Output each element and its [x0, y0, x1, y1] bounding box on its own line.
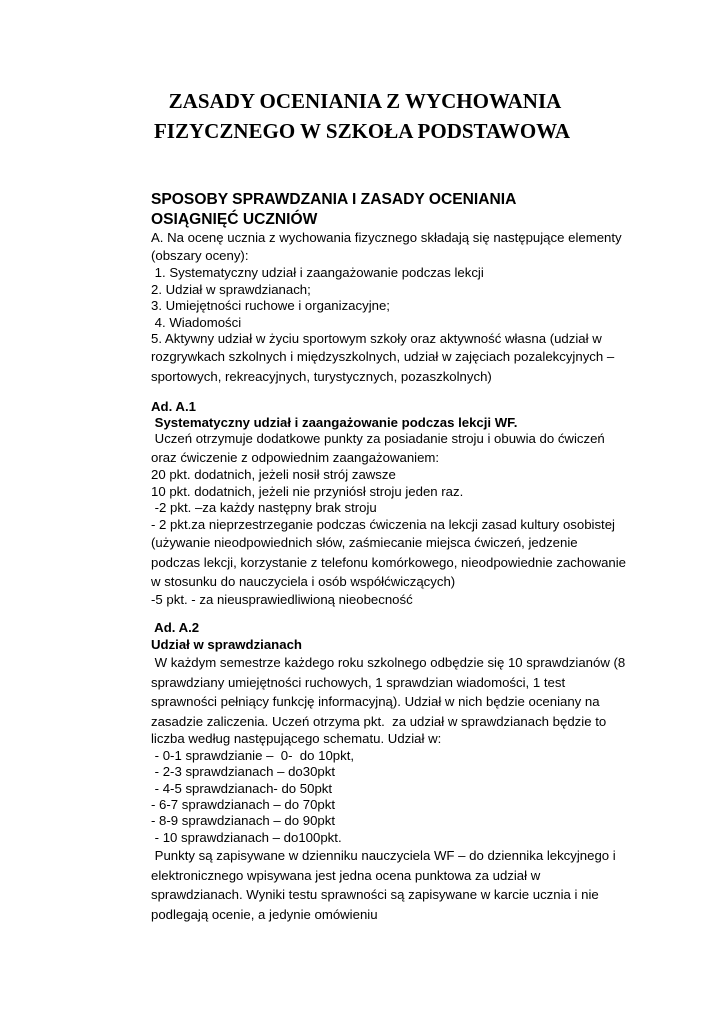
ad-a2-line: elektronicznego wpisywana jest jedna ocena punktowa za udział w	[151, 867, 541, 883]
ad-a2-line: - 0-1 sprawdzianie – 0- do 10pkt,	[151, 747, 355, 763]
ad-a2-line: sprawności pełniący funkcję informacyjną). Udział w nich będzie oceniany na	[151, 694, 600, 710]
intro-line: sportowych, rekreacyjnych, turystycznych, pozaszkolnych)	[151, 369, 492, 385]
ad-a2-line: - 4-5 sprawdzianach- do 50pkt	[151, 780, 333, 796]
intro-line: (obszary oceny):	[151, 248, 249, 264]
document-title-line-2: FIZYCZNEGO W SZKOŁA PODSTAWOWA	[153, 119, 570, 143]
ad-a2-line: W każdym semestrze każdego roku szkolnego odbędzie się 10 sprawdzianów (8	[151, 655, 626, 671]
ad-a2-line: Punkty są zapisywane w dzienniku nauczyciela WF – do dziennika lekcyjnego i	[151, 848, 616, 864]
document-body	[151, 190, 691, 925]
ad-a2-line: podlegają ocenie, a jedynie omówieniu	[151, 907, 378, 923]
ad-a2-line: - 10 sprawdzianach – do100pkt.	[151, 829, 342, 845]
ad-a1-line: - 2 pkt.za nieprzestrzeganie podczas ćwiczenia na lekcji zasad kultury osobistej	[151, 516, 615, 532]
section-heading-line-2: OSIĄGNIĘĆ UCZNIÓW	[151, 211, 318, 228]
intro-line: A. Na ocenę ucznia z wychowania fizycznego składają się następujące elementy	[151, 230, 622, 245]
ad-a2-label: Ad. A.2	[151, 620, 200, 636]
ad-a1-line: -5 pkt. - za nieusprawiedliwioną nieobecność	[151, 591, 413, 607]
section-heading-line-1: SPOSOBY SPRAWDZANIA I ZASADY OCENIANIA	[151, 191, 517, 208]
ad-a2-line: sprawdziany umiejętności ruchowych, 1 sprawdzian wiadomości, 1 test	[151, 674, 566, 690]
intro-paragraph	[151, 230, 691, 387]
intro-line: 2. Udział w sprawdzianach;	[151, 281, 311, 297]
document-title-line-1: ZASADY OCENIANIA Z WYCHOWANIA	[168, 89, 562, 113]
ad-a1-section	[151, 399, 691, 609]
ad-a2-line: sprawdzianach. Wyniki testu sprawności są zapisywane w karcie ucznia i nie	[151, 887, 599, 903]
ad-a1-line: 10 pkt. dodatnich, jeżeli nie przyniósł stroju jeden raz.	[151, 483, 464, 499]
ad-a1-label: Ad. A.1	[151, 398, 196, 414]
intro-line: 4. Wiadomości	[151, 314, 242, 330]
ad-a1-line: w stosunku do nauczyciela i osób współćwiczących)	[151, 574, 456, 590]
ad-a1-line: Uczeń otrzymuje dodatkowe punkty za posiadanie stroju i obuwia do ćwiczeń	[151, 431, 605, 447]
ad-a2-subtitle: Udział w sprawdzianach	[151, 636, 302, 652]
ad-a1-line: -2 pkt. –za każdy następny brak stroju	[151, 500, 377, 516]
intro-line: rozgrywkach szkolnych i międzyszkolnych, udział w zajęciach pozalekcyjnych –	[151, 349, 615, 365]
intro-line: 3. Umiejętności ruchowe i organizacyjne;	[151, 298, 390, 314]
ad-a1-subtitle: Systematyczny udział i zaangażowanie podczas lekcji WF.	[151, 415, 518, 431]
document-title	[0, 86, 724, 146]
ad-a2-section	[151, 620, 691, 924]
section-heading	[151, 190, 691, 230]
intro-line: 5. Aktywny udział w życiu sportowym szkoły oraz aktywność własna (udział w	[151, 331, 602, 347]
ad-a1-line: oraz ćwiczenie z odpowiednim zaangażowaniem:	[151, 449, 440, 465]
ad-a1-line: podczas lekcji, korzystanie z telefonu komórkowego, nieodpowiednie zachowanie	[151, 554, 627, 570]
ad-a1-line: (używanie nieodpowiednich słów, zaśmiecanie miejsca ćwiczeń, jedzenie	[151, 535, 578, 551]
ad-a2-line: liczba według następującego schematu. Udział w:	[151, 731, 442, 747]
ad-a2-line: - 2-3 sprawdzianach – do30pkt	[151, 764, 336, 780]
ad-a2-line: zasadzie zaliczenia. Uczeń otrzyma pkt. za udział w sprawdzianach będzie to	[151, 713, 607, 729]
ad-a2-line: - 8-9 sprawdzianach – do 90pkt	[151, 813, 336, 829]
ad-a1-line: 20 pkt. dodatnich, jeżeli nosił strój zawsze	[151, 467, 396, 483]
intro-line: 1. Systematyczny udział i zaangażowanie podczas lekcji	[151, 265, 484, 281]
ad-a2-line: - 6-7 sprawdzianach – do 70pkt	[151, 797, 336, 813]
